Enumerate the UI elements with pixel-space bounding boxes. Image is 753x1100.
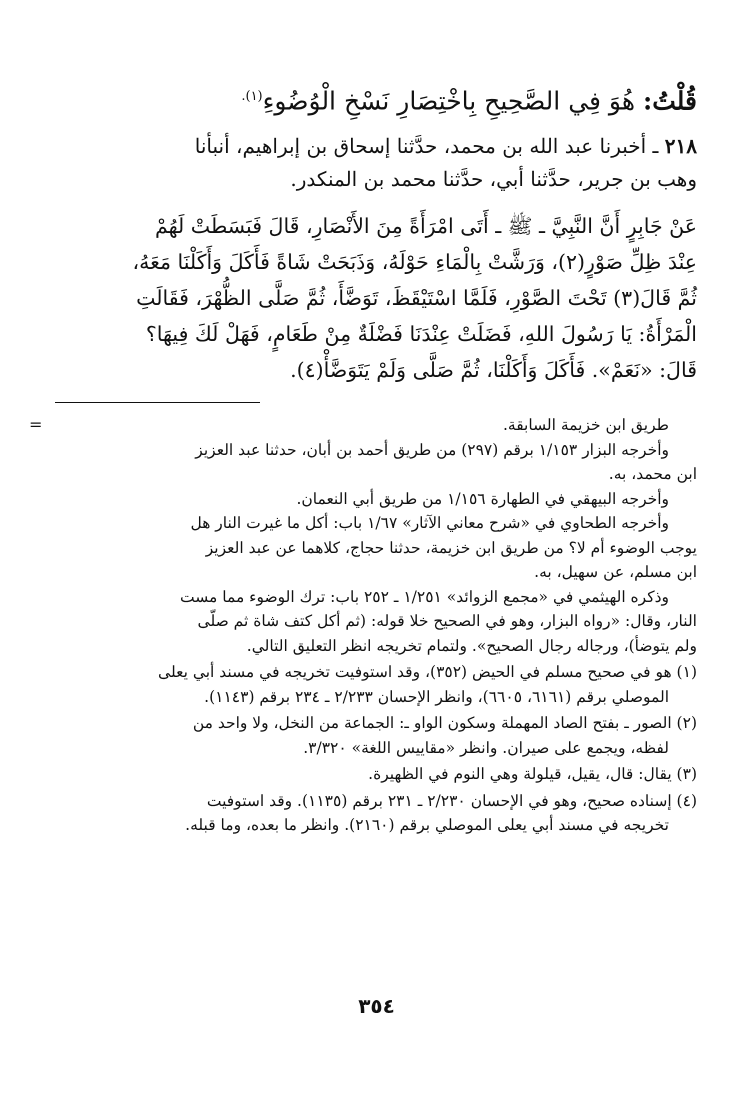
hadith-line: قَالَ: «نَعَمْ». فَأَكَلَ وَأَكَلْنَا، ثُمَّ صَلَّى وَلَمْ يَتَوَضَّأْ(٤). bbox=[290, 358, 697, 383]
footnote-line: لفظه، ويجمع على صيران. وانظر «مقاييس اللغة» ٣/٣٢٠. bbox=[303, 738, 669, 757]
hadith-matn bbox=[55, 208, 697, 388]
note-line: وأخرجه البيهقي في الطهارة ١/١٥٦ من طريق أبي النعمان. bbox=[296, 489, 669, 508]
footnote-line: (١) هو في صحيح مسلم في الحيض (٣٥٢)، وقد استوفيت تخريجه في مسند أبي يعلى bbox=[158, 663, 697, 682]
footnote-line: (٣) يقال: قال، يقيل، قيلولة وهي النوم في الظهيرة. bbox=[368, 765, 697, 784]
footnote-4 bbox=[55, 789, 697, 838]
footnote-line: (٤) إسناده صحيح، وهو في الإحسان ٢/٢٣٠ ـ ٢٣١ برقم (١١٣٥). وقد استوفيت bbox=[206, 791, 697, 810]
heading-lead: قُلْتُ: bbox=[642, 86, 697, 116]
note-paragraph bbox=[55, 511, 697, 585]
hadith-entry-isnad bbox=[55, 130, 697, 196]
continuation-mark: = bbox=[29, 415, 43, 435]
page-body bbox=[29, 78, 697, 838]
note-line: وذكره الهيثمي في «مجمع الزوائد» ١/٢٥١ ـ ٢٥٢ باب: ترك الوضوء مما مست bbox=[179, 587, 669, 606]
footnote-line: تخريجه في مسند أبي يعلى الموصلي برقم (٢١٦٠). وانظر ما بعده، وما قبله. bbox=[185, 816, 669, 835]
footnote-2 bbox=[55, 711, 697, 760]
heading-note bbox=[55, 78, 697, 120]
note-line: النار، وقال: «رواه البزار، وهو في الصحيح خلا قوله: (ثم أكل كتف شاة ثم صلّى bbox=[197, 612, 697, 631]
note-paragraph bbox=[55, 585, 697, 659]
page-number: ٣٥٤ bbox=[358, 994, 395, 1018]
note-line: وأخرجه البزار ١/١٥٣ برقم (٢٩٧) من طريق أحمد بن أبان، حدثنا عبد العزيز bbox=[195, 440, 669, 459]
footnote-line: (٢) الصور ـ بفتح الصاد المهملة وسكون الواو ـ: الجماعة من النخل، ولا واحد من bbox=[192, 714, 697, 733]
note-line: ابن محمد، به. bbox=[608, 465, 697, 484]
hadith-line: ثُمَّ قَالَ(٣) تَحْتَ الصَّوْرِ، فَلَمَّا اسْتَيْقَظَ، تَوَضَّأَ، ثُمَّ صَلَّى الظُّهْرَ، فَقَالَتِ bbox=[136, 286, 697, 311]
hadith-line: الْمَرْأَةُ: يَا رَسُولَ اللهِ، فَضَلَتْ عِنْدَنَا فَضْلَةٌ مِنْ طَعَامٍ، فَهَلْ لَكَ فِيهَا؟ bbox=[145, 322, 697, 347]
isnad-line: ٢١٨ ـ أخبرنا عبد الله بن محمد، حدَّثنا إسحاق بن إبراهيم، أنبأنا bbox=[194, 134, 697, 159]
heading-footnote-marker: (١). bbox=[241, 89, 263, 104]
note-paragraph bbox=[55, 487, 697, 512]
note-line: يوجب الوضوء أم لا؟ من طريق ابن خزيمة، حدثنا حجاج، كلاهما عن عبد العزيز bbox=[205, 538, 697, 557]
footnote-line: الموصلي برقم (٦١٦١، ٦٦٠٥)، وانظر الإحسان ٢/٢٣٣ ـ ٢٣٤ برقم (١١٤٣). bbox=[204, 687, 669, 706]
hadith-line: عِنْدَ ظِلِّ صَوْرٍ(٢)، وَرَشَّتْ بِالْمَاءِ حَوْلَهُ، وَذَبَحَتْ شَاةً فَأَكَلَ وَأَكَلْنَا مَعَهُ، bbox=[132, 250, 697, 275]
heading-text: هُوَ فِي الصَّحِيحِ بِاخْتِصَارِ نَسْخِ الْوُضُوءِ bbox=[262, 86, 636, 116]
continued-note bbox=[29, 413, 697, 438]
hadith-line: عَنْ جَابِرٍ أَنَّ النَّبِيَّ ـ ﷺ ـ أَتَى امْرَأَةً مِنَ الأَنْصَارِ، قَالَ فَبَسَطَتْ لَهُمْ bbox=[154, 214, 697, 239]
footnote-1 bbox=[55, 660, 697, 709]
note-line: وأخرجه الطحاوي في «شرح معاني الآثار» ١/٦٧ باب: أكل ما غيرت النار هل bbox=[190, 514, 669, 533]
isnad-line: وهب بن جرير، حدَّثنا أبي، حدَّثنا محمد بن المنكدر. bbox=[290, 167, 697, 192]
note-line: ابن مسلم، عن سهيل، به. bbox=[534, 563, 697, 582]
note-line: ولم يتوضأ)، ورجاله رجال الصحيح». ولتمام تخريجه انظر التعليق التالي. bbox=[246, 636, 697, 655]
note-line: طريق ابن خزيمة السابقة. bbox=[502, 416, 669, 435]
hadith-number: ٢١٨ bbox=[664, 134, 697, 159]
footnote-3 bbox=[55, 762, 697, 787]
footnotes-section bbox=[29, 413, 697, 838]
note-paragraph bbox=[55, 438, 697, 487]
footnote-divider bbox=[55, 402, 260, 403]
